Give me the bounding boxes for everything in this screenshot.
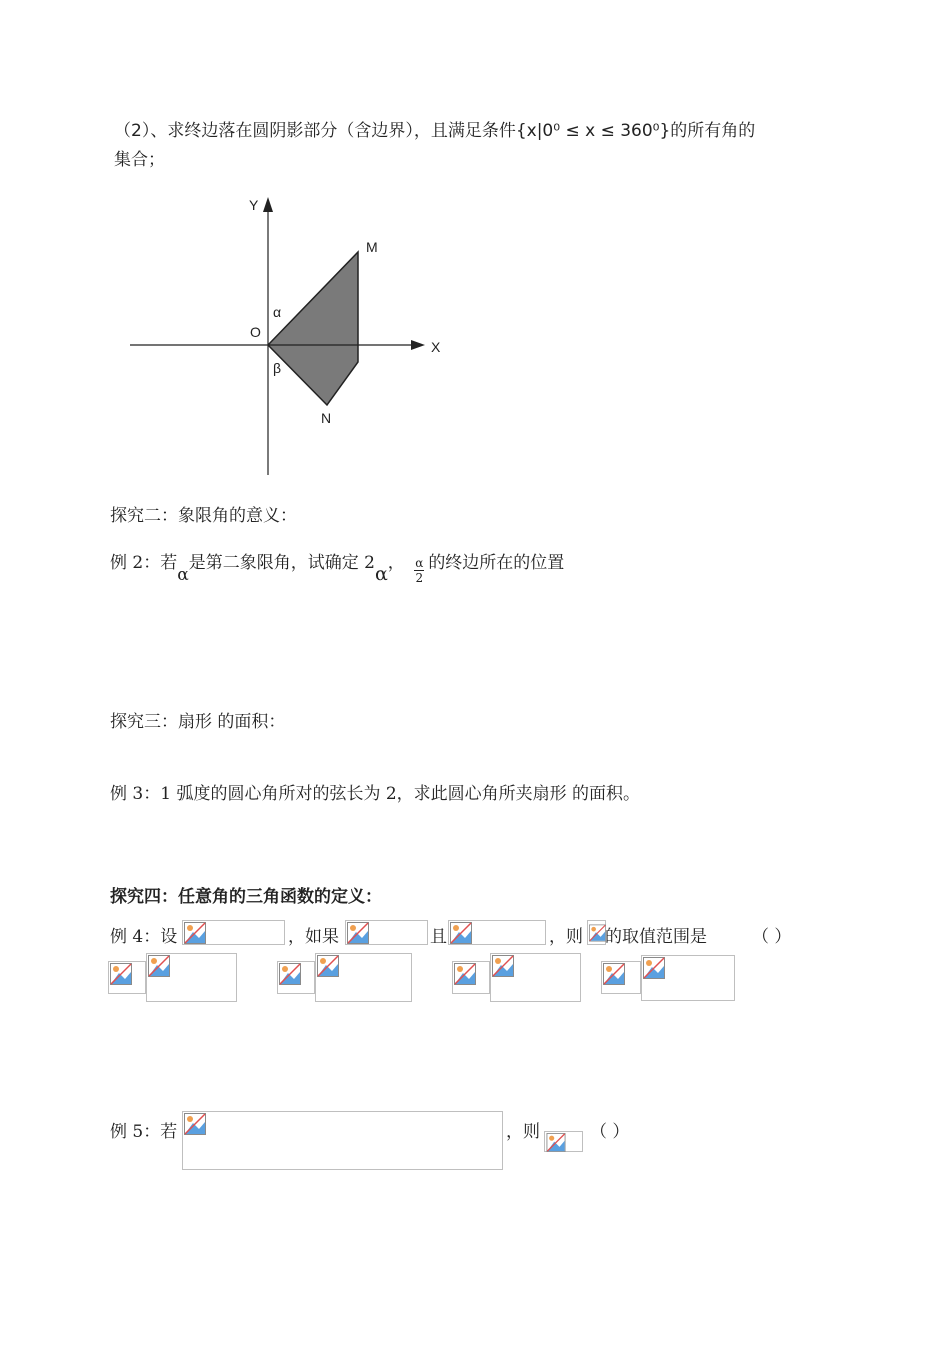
ex2-frac-num: α bbox=[415, 556, 424, 570]
ex5-then: ，则 bbox=[506, 1122, 540, 1142]
beta-angle-label: β bbox=[273, 360, 282, 376]
ex4-formula-image-1 bbox=[182, 920, 285, 945]
section4-title: 探究四：任意角的三角函数的定义： bbox=[110, 887, 382, 907]
ex2-frac-den: 2 bbox=[415, 571, 424, 585]
problem2-line1: （2）、求终边落在圆阴影部分（含边界），且满足条件{x|0⁰ ≤ x ≤ 360⁰}的所有角的 bbox=[114, 121, 756, 141]
section2-title: 探究二：象限角的意义： bbox=[110, 506, 297, 526]
ex2-middle: 是第二象限角，试确定 2 bbox=[188, 553, 375, 573]
point-m-label: M bbox=[366, 239, 378, 255]
ex2-fraction bbox=[414, 556, 424, 585]
ex2-comma: ， bbox=[387, 553, 405, 573]
coordinate-figure bbox=[0, 0, 950, 500]
broken-image-icon bbox=[450, 922, 472, 944]
broken-image-icon bbox=[279, 963, 301, 985]
broken-image-icon bbox=[148, 955, 170, 977]
ex5-prefix: 例 5：若 bbox=[110, 1122, 178, 1142]
ex4-option-c-image bbox=[490, 953, 581, 1002]
y-axis-label: Y bbox=[249, 197, 259, 213]
x-axis-arrow bbox=[411, 340, 425, 350]
broken-image-icon bbox=[454, 963, 476, 985]
example3-text: 例 3：1 弧度的圆心角所对的弦长为 2，求此圆心角所夹扇形 的面积。 bbox=[110, 784, 641, 804]
section3-title: 探究三：扇形 的面积： bbox=[110, 712, 286, 732]
problem2-line2: 集合； bbox=[114, 150, 165, 170]
x-axis-label: X bbox=[431, 339, 441, 355]
ex4-paren: （ ） bbox=[752, 927, 792, 947]
ex2-prefix: 例 2：若 bbox=[110, 553, 178, 573]
ex4-formula-image-2 bbox=[345, 920, 428, 945]
ex5-formula-image bbox=[182, 1111, 503, 1170]
ex4-option-d-label-image bbox=[601, 961, 641, 994]
ex4-suffix: 的取值范围是 bbox=[605, 927, 707, 947]
ex4-formula-image-3 bbox=[448, 920, 546, 945]
ex4-option-c-label-image bbox=[452, 961, 490, 994]
broken-image-icon bbox=[184, 1113, 206, 1135]
example2-line bbox=[110, 548, 564, 585]
broken-image-icon bbox=[347, 922, 369, 944]
ex4-prefix: 例 4：设 bbox=[110, 927, 178, 947]
origin-label: O bbox=[250, 324, 261, 340]
shaded-region bbox=[268, 252, 358, 405]
ex4-option-d-image bbox=[641, 955, 735, 1001]
ex4-option-b-image bbox=[315, 953, 412, 1002]
ex4-option-b-label-image bbox=[277, 961, 315, 994]
ex5-paren: （ ） bbox=[590, 1122, 630, 1142]
broken-image-icon bbox=[492, 955, 514, 977]
ex4-option-a-label-image bbox=[108, 961, 146, 994]
ex5-result-image bbox=[544, 1131, 583, 1152]
ex2-alpha2-sub: α bbox=[374, 563, 388, 585]
broken-image-icon bbox=[603, 963, 625, 985]
ex4-formula-image-4 bbox=[587, 920, 606, 945]
broken-image-icon bbox=[589, 922, 606, 944]
broken-image-icon bbox=[546, 1133, 566, 1152]
y-axis-arrow bbox=[263, 197, 273, 212]
ex2-alpha-sub: α bbox=[177, 565, 189, 585]
ex4-and: 且 bbox=[430, 927, 447, 947]
ex4-then: ，则 bbox=[549, 927, 583, 947]
broken-image-icon bbox=[317, 955, 339, 977]
point-n-label: N bbox=[321, 410, 332, 426]
ex4-if: ，如果 bbox=[288, 927, 339, 947]
alpha-angle-label: α bbox=[273, 304, 282, 320]
broken-image-icon bbox=[184, 922, 206, 944]
ex2-suffix: 的终边所在的位置 bbox=[428, 553, 565, 573]
ex4-option-a-image bbox=[146, 953, 237, 1002]
broken-image-icon bbox=[110, 963, 132, 985]
broken-image-icon bbox=[643, 957, 665, 979]
